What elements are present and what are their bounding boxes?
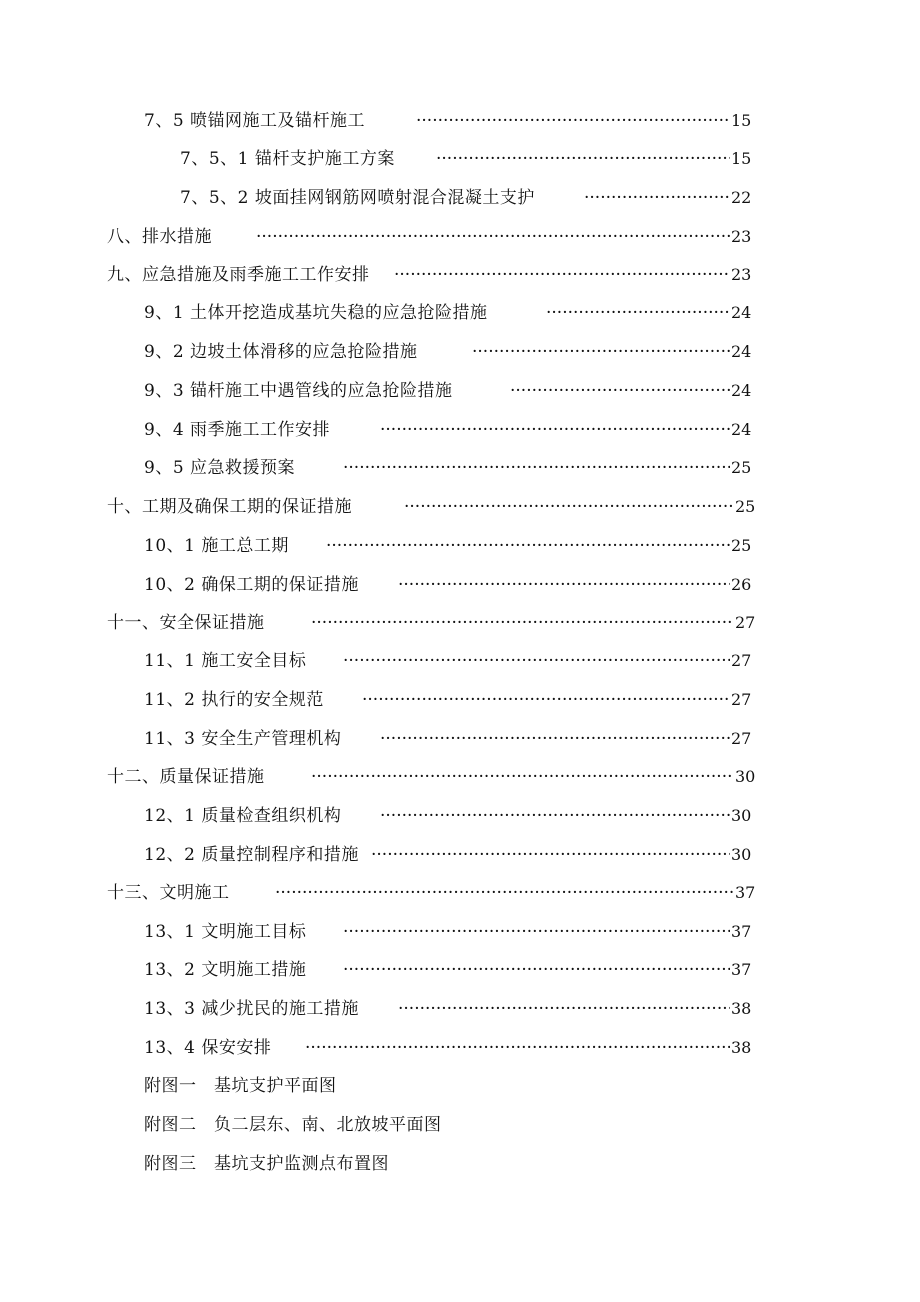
dot-leader	[275, 881, 734, 905]
toc-entry-title: 11、2 执行的安全规范	[144, 690, 324, 710]
dot-leader	[394, 263, 730, 287]
toc-entry-title: 9、1 土体开挖造成基坑失稳的应急抢险措施	[144, 303, 488, 323]
toc-page-number: 25	[731, 536, 752, 555]
toc-entry[interactable]	[144, 688, 800, 712]
toc-entry-title: 9、2 边坡土体滑移的应急抢险措施	[144, 342, 418, 362]
dot-leader	[436, 147, 730, 171]
toc-entry[interactable]	[144, 1036, 800, 1060]
toc-entry[interactable]	[144, 958, 800, 982]
dot-leader	[326, 534, 730, 558]
toc-entry-title: 13、1 文明施工目标	[144, 922, 307, 942]
dot-leader	[584, 186, 730, 210]
toc-entry-title: 10、1 施工总工期	[144, 536, 289, 556]
dot-leader	[546, 301, 730, 325]
toc-page-number: 25	[731, 458, 752, 477]
toc-page-number: 25	[735, 497, 756, 516]
toc-entry[interactable]	[107, 611, 800, 635]
toc-entry[interactable]	[144, 649, 800, 673]
dot-leader	[398, 997, 730, 1021]
toc-page-number: 26	[731, 575, 752, 594]
toc-entry-title: 附图二 负二层东、南、北放坡平面图	[144, 1115, 442, 1135]
dot-leader	[371, 843, 730, 867]
dot-leader	[398, 573, 730, 597]
toc-entry-title: 10、2 确保工期的保证措施	[144, 575, 359, 595]
toc-page-number: 24	[731, 342, 752, 361]
toc-entry[interactable]	[144, 340, 800, 364]
toc-entry-title: 13、2 文明施工措施	[144, 960, 307, 980]
toc-entry-title: 十二、质量保证措施	[107, 767, 265, 787]
toc-entry-title: 十、工期及确保工期的保证措施	[107, 497, 352, 517]
toc-entry[interactable]	[144, 804, 800, 828]
toc-entry-title: 9、3 锚杆施工中遇管线的应急抢险措施	[144, 381, 453, 401]
dot-leader	[472, 340, 730, 364]
toc-entry[interactable]	[144, 920, 800, 944]
dot-leader	[510, 379, 730, 403]
toc-entry[interactable]	[144, 301, 800, 325]
dot-leader	[343, 958, 730, 982]
toc-page-number: 30	[731, 845, 752, 864]
toc-entry-title: 十三、文明施工	[107, 883, 230, 903]
toc-entry-title: 9、4 雨季施工工作安排	[144, 420, 331, 440]
toc-page-number: 37	[731, 960, 752, 979]
toc-entry[interactable]	[144, 727, 800, 751]
toc-page-number: 22	[731, 188, 752, 207]
dot-leader	[416, 109, 730, 133]
toc-entry[interactable]	[180, 147, 800, 171]
toc-entry[interactable]	[144, 1113, 800, 1137]
toc-entry-title: 7、5、2 坡面挂网钢筋网喷射混合混凝土支护	[180, 188, 535, 208]
dot-leader	[380, 727, 730, 751]
toc-entry[interactable]	[107, 881, 800, 905]
toc-page-number: 27	[731, 690, 752, 709]
toc-entry-title: 13、4 保安安排	[144, 1038, 272, 1058]
dot-leader	[380, 804, 730, 828]
toc-entry[interactable]	[144, 1074, 800, 1098]
toc-entry[interactable]	[107, 225, 800, 249]
toc-page-number: 23	[731, 227, 752, 246]
toc-page-number: 27	[731, 651, 752, 670]
toc-entry[interactable]	[144, 1152, 800, 1176]
dot-leader	[311, 765, 734, 789]
toc-entry[interactable]	[107, 495, 800, 519]
toc-entry[interactable]	[144, 843, 800, 867]
toc-entry-title: 7、5 喷锚网施工及锚杆施工	[144, 111, 366, 131]
dot-leader	[311, 611, 734, 635]
toc-entry[interactable]	[144, 379, 800, 403]
toc-entry-title: 附图三 基坑支护监测点布置图	[144, 1154, 389, 1174]
toc-page-number: 38	[731, 1038, 752, 1057]
toc-page-number: 24	[731, 303, 752, 322]
dot-leader	[343, 649, 730, 673]
toc-entry-title: 7、5、1 锚杆支护施工方案	[180, 149, 395, 169]
toc-entry-title: 十一、安全保证措施	[107, 613, 265, 633]
dot-leader	[305, 1036, 730, 1060]
toc-entry[interactable]	[107, 765, 800, 789]
dot-leader	[404, 495, 734, 519]
toc-page-number: 37	[731, 922, 752, 941]
toc-entry-title: 9、5 应急救援预案	[144, 458, 296, 478]
toc-entry[interactable]	[144, 573, 800, 597]
toc-page-number: 15	[731, 111, 752, 130]
dot-leader	[380, 418, 730, 442]
toc-page-number: 23	[731, 265, 752, 284]
toc-entry-title: 九、应急措施及雨季施工工作安排	[107, 265, 370, 285]
toc-entry-title: 13、3 减少扰民的施工措施	[144, 999, 359, 1019]
dot-leader	[256, 225, 730, 249]
toc-page-number: 30	[735, 767, 756, 786]
toc-page-number: 30	[731, 806, 752, 825]
toc-entry-title: 12、1 质量检查组织机构	[144, 806, 342, 826]
toc-entry[interactable]	[144, 456, 800, 480]
toc-entry-title: 附图一 基坑支护平面图	[144, 1076, 337, 1096]
toc-page-number: 27	[731, 729, 752, 748]
toc-entry[interactable]	[107, 263, 800, 287]
toc-page-number: 37	[735, 883, 756, 902]
toc-entry[interactable]	[180, 186, 800, 210]
toc-entry[interactable]	[144, 997, 800, 1021]
toc-page-number: 15	[731, 149, 752, 168]
dot-leader	[343, 456, 730, 480]
toc-entry-title: 12、2 质量控制程序和措施	[144, 845, 359, 865]
toc-entry[interactable]	[144, 534, 800, 558]
toc-entry[interactable]	[144, 418, 800, 442]
toc-page-number: 24	[731, 420, 752, 439]
toc-entry[interactable]	[144, 109, 800, 133]
toc-entry-title: 11、3 安全生产管理机构	[144, 729, 342, 749]
dot-leader	[362, 688, 730, 712]
dot-leader	[343, 920, 730, 944]
toc-entry-title: 八、排水措施	[107, 227, 212, 247]
toc-entry-title: 11、1 施工安全目标	[144, 651, 307, 671]
toc-page-number: 38	[731, 999, 752, 1018]
toc-page-number: 27	[735, 613, 756, 632]
toc-page-number: 24	[731, 381, 752, 400]
